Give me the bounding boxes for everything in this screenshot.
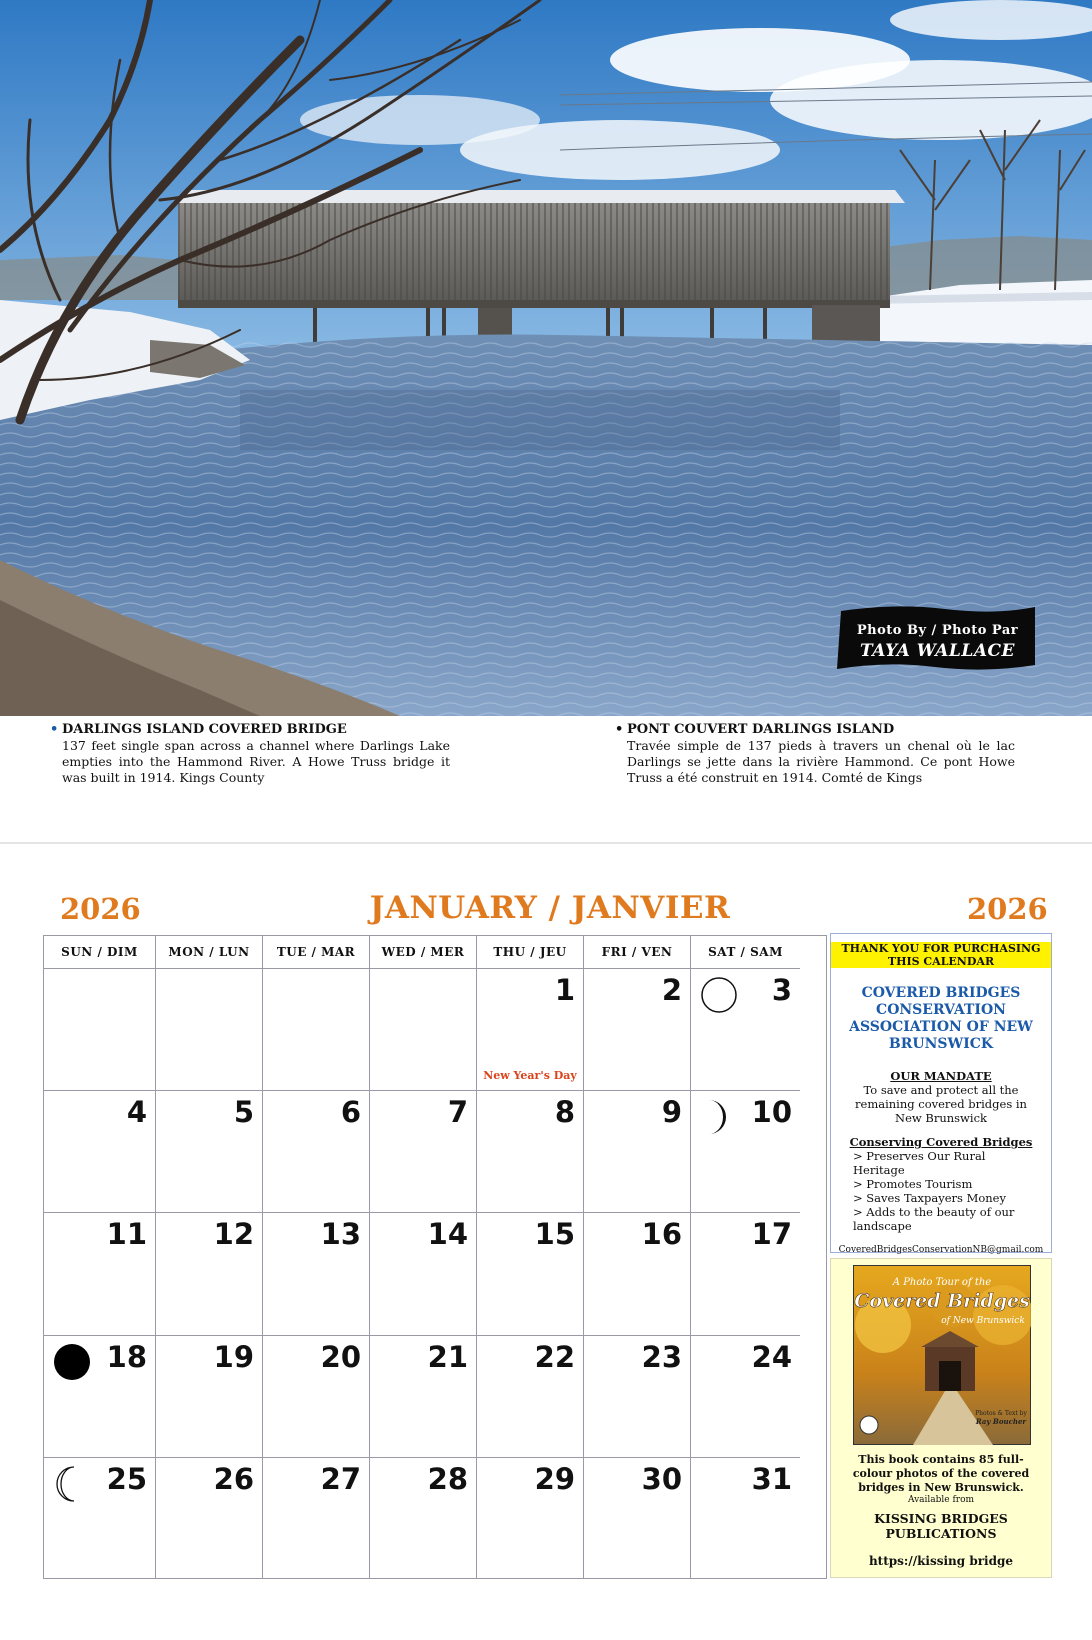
month-title: JANUARY / JANVIER — [369, 890, 731, 926]
day-number: 22 — [534, 1339, 575, 1374]
last-quarter-icon — [699, 1097, 739, 1141]
day-number: 24 — [751, 1339, 792, 1374]
new-moon-icon — [52, 1342, 92, 1386]
day-cell[interactable] — [44, 1213, 156, 1335]
day-number: 15 — [534, 1217, 575, 1252]
year-left: 2026 — [60, 892, 141, 926]
day-cell[interactable] — [370, 969, 477, 1091]
association-name: COVERED BRIDGES CONSERVATION ASSOCIATION OF NEW BRUNSWICK — [849, 985, 1033, 1052]
weekday-header: FRI / VEN — [584, 936, 691, 969]
day-number: 11 — [106, 1217, 147, 1252]
weekday-header: MON / LUN — [156, 936, 263, 969]
day-number: 23 — [641, 1339, 682, 1374]
day-cell[interactable] — [477, 1213, 584, 1335]
waxing-crescent-icon — [52, 1464, 92, 1508]
conserving-heading: Conserving Covered Bridges — [849, 1135, 1033, 1149]
day-cell[interactable] — [156, 1091, 263, 1213]
day-cell[interactable] — [44, 1091, 156, 1213]
day-number: 29 — [534, 1461, 575, 1496]
day-number: 30 — [641, 1461, 682, 1496]
day-cell[interactable] — [263, 1213, 370, 1335]
book-cover-sub: of New Brunswick — [941, 1316, 1025, 1326]
day-number: 5 — [233, 1095, 254, 1130]
mandate-text: To save and protect all the remaining covered bridges in New Brunswick — [855, 1083, 1027, 1125]
day-cell[interactable] — [691, 969, 800, 1091]
day-cell[interactable] — [584, 1458, 691, 1578]
day-number: 8 — [554, 1095, 575, 1130]
day-number: 2 — [661, 973, 682, 1007]
day-cell[interactable] — [691, 1336, 800, 1458]
book-availability: Available from — [907, 1495, 975, 1505]
day-cell[interactable] — [584, 1213, 691, 1335]
holiday-label: New Year's Day — [483, 1069, 577, 1083]
day-cell[interactable] — [156, 1336, 263, 1458]
day-number: 20 — [320, 1339, 361, 1374]
photographer-name: TAYA WALLACE — [860, 641, 1015, 661]
day-number: 28 — [427, 1461, 468, 1496]
list-item: > Saves Taxpayers Money — [853, 1191, 1006, 1205]
mandate-heading: OUR MANDATE — [890, 1069, 992, 1083]
book-ad-panel — [830, 1258, 1052, 1578]
book-description: This book contains 85 full-colour photos of the covered bridges in New Brunswick. — [852, 1453, 1030, 1494]
day-number: 25 — [106, 1461, 147, 1496]
book-cover-title: Covered Bridges — [854, 1290, 1030, 1312]
day-cell[interactable] — [584, 1091, 691, 1213]
day-cell[interactable] — [477, 1336, 584, 1458]
list-item: > Adds to the beauty of our landscape — [853, 1205, 1015, 1233]
day-cell[interactable] — [584, 1336, 691, 1458]
publisher-name: KISSING BRIDGES PUBLICATIONS — [874, 1511, 1008, 1541]
credit-label: Photo By / Photo Par — [856, 623, 1019, 638]
day-number: 7 — [447, 1095, 468, 1130]
caption-title-french: PONT COUVERT DARLINGS ISLAND — [627, 722, 895, 737]
weekday-header: TUE / MAR — [263, 936, 370, 969]
caption-body-french: Travée simple de 137 pieds à travers un chenal où le lac Darlings se jette dans la rivière Hammond. Ce pont Howe Truss a été construit en 1914. Comté de Kings — [627, 738, 1015, 785]
weekday-header: SUN / DIM — [44, 936, 156, 969]
day-number: 18 — [106, 1339, 147, 1374]
black-banner-shape — [835, 603, 1040, 677]
list-item: > Promotes Tourism — [853, 1177, 973, 1191]
day-number: 21 — [427, 1339, 468, 1374]
day-number: 10 — [751, 1095, 792, 1130]
full-moon-icon — [699, 975, 739, 1019]
day-cell[interactable] — [691, 1213, 800, 1335]
day-cell[interactable] — [44, 1458, 156, 1578]
email-address: CoveredBridgesConservationNB@gmail.com — [838, 1245, 1044, 1255]
bullet-icon: • — [50, 722, 59, 737]
day-cell[interactable] — [44, 969, 156, 1091]
publisher-url[interactable]: https://kissing bridge — [868, 1554, 1014, 1568]
day-cell[interactable] — [477, 1458, 584, 1578]
caption-body-english: 137 feet single span across a channel where Darlings Lake empties into the Hammond River. A Howe Truss bridge it was built in 1914. Kings County — [62, 738, 450, 785]
bridge-photo — [0, 0, 1092, 716]
day-number: 1 — [554, 973, 575, 1007]
day-cell[interactable] — [691, 1091, 800, 1213]
day-number: 13 — [320, 1217, 361, 1252]
day-cell[interactable] — [691, 1458, 800, 1578]
weekday-header: WED / MER — [370, 936, 477, 969]
weekday-header: SAT / SAM — [691, 936, 800, 969]
day-cell[interactable] — [370, 1336, 477, 1458]
day-cell[interactable] — [477, 1091, 584, 1213]
page-fold-divider — [0, 842, 1092, 844]
list-item: > Preserves Our Rural Heritage — [853, 1149, 986, 1177]
day-number: 26 — [213, 1461, 254, 1496]
bullet-icon: • — [615, 722, 624, 737]
day-number: 19 — [213, 1339, 254, 1374]
book-cover — [853, 1265, 1031, 1445]
day-cell[interactable] — [370, 1091, 477, 1213]
thank-you-banner: THANK YOU FOR PURCHASING THIS CALENDAR — [831, 942, 1051, 968]
day-number: 3 — [771, 973, 792, 1007]
day-number: 9 — [661, 1095, 682, 1130]
year-right: 2026 — [967, 892, 1048, 926]
caption-title-english: DARLINGS ISLAND COVERED BRIDGE — [62, 722, 347, 737]
day-cell[interactable] — [156, 1213, 263, 1335]
day-number: 14 — [427, 1217, 468, 1252]
day-cell[interactable] — [370, 1458, 477, 1578]
day-number: 27 — [320, 1461, 361, 1496]
day-cell[interactable] — [584, 969, 691, 1091]
day-cell[interactable] — [370, 1213, 477, 1335]
book-author: Ray Boucher — [975, 1417, 1027, 1426]
day-cell[interactable] — [263, 1091, 370, 1213]
day-cell[interactable] — [263, 1458, 370, 1578]
day-number: 17 — [751, 1217, 792, 1252]
conserving-list — [831, 1149, 1051, 1233]
day-cell[interactable] — [156, 1458, 263, 1578]
association-panel — [830, 933, 1052, 1253]
photo-credit-badge — [835, 603, 1040, 677]
day-number: 31 — [751, 1461, 792, 1496]
day-number: 6 — [340, 1095, 361, 1130]
day-number: 4 — [126, 1095, 147, 1130]
day-cell[interactable] — [263, 969, 370, 1091]
day-number: 12 — [213, 1217, 254, 1252]
weekday-header: THU / JEU — [477, 936, 584, 969]
calendar-grid — [43, 935, 827, 1579]
book-cover-small: A Photo Tour of the — [892, 1277, 992, 1288]
day-cell[interactable] — [44, 1336, 156, 1458]
book-author-label: Photos & Text by — [975, 1410, 1027, 1417]
day-cell[interactable] — [156, 969, 263, 1091]
caption-french — [615, 722, 1015, 786]
caption-english — [50, 722, 450, 786]
day-number: 16 — [641, 1217, 682, 1252]
day-cell[interactable] — [477, 969, 584, 1091]
day-cell[interactable] — [263, 1336, 370, 1458]
book-cover-art — [853, 1265, 1031, 1445]
